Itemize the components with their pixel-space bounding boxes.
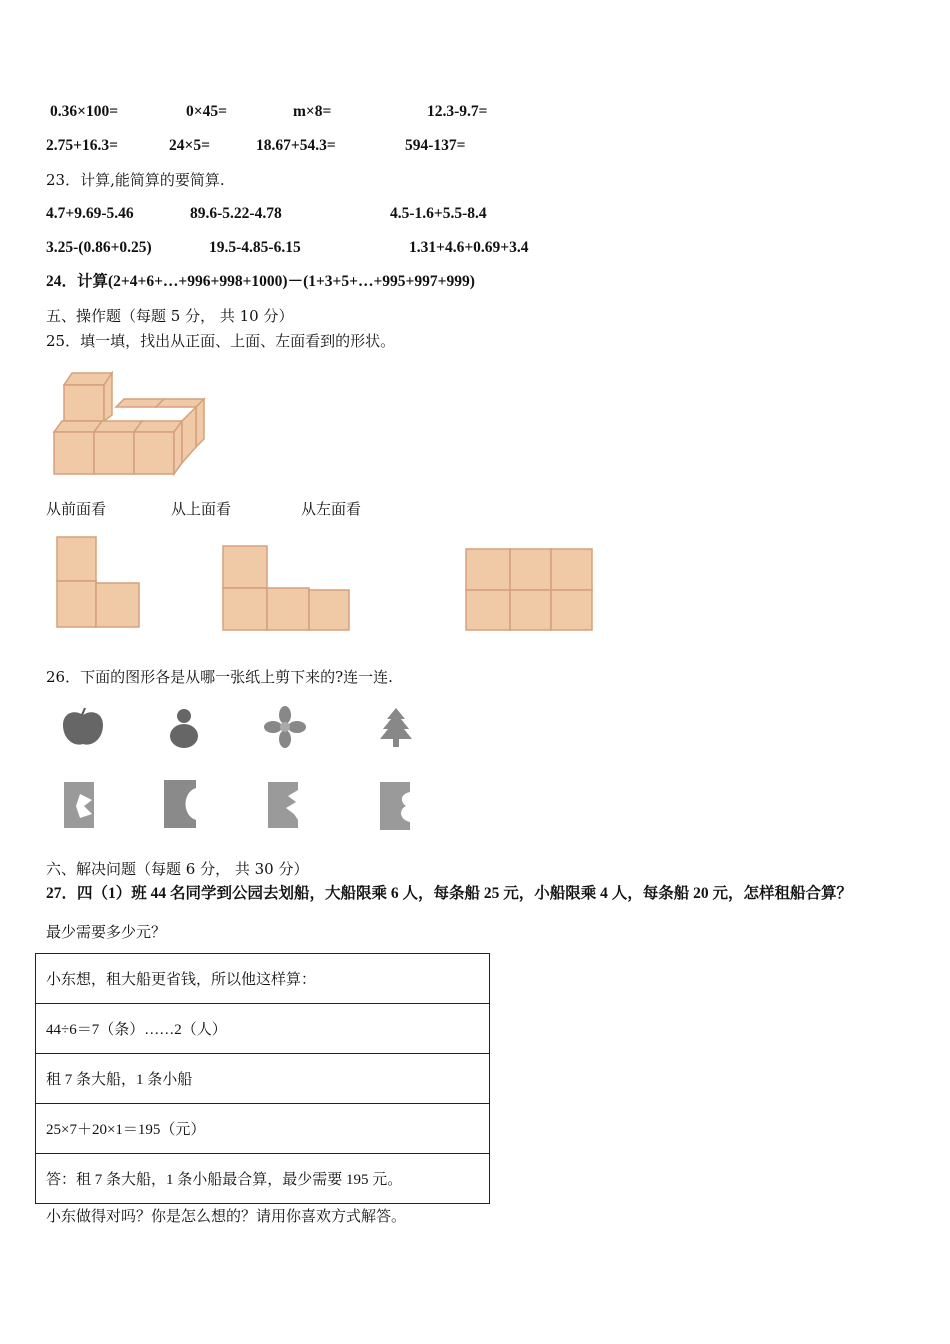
cube-stack-figure — [46, 365, 208, 480]
calc-item: 1.31+4.6+0.69+3.4 — [409, 239, 529, 256]
cube-front-face — [64, 385, 104, 421]
calc-item: 19.5-4.85-6.15 — [209, 239, 301, 256]
calc-item: 4.7+9.69-5.46 — [46, 205, 134, 222]
view-label-front: 从前面看 — [46, 500, 107, 518]
paper-sheet-icon — [266, 780, 300, 830]
question-27-text: 27．四（1）班 44 名同学到公园去划船，大船限乘 6 人，每条船 25 元，小船限乘 4 人，每条船 20 元，怎样租船合算？ — [46, 885, 853, 902]
view-label-left: 从左面看 — [301, 500, 362, 518]
table-row: 答：租 7 条大船，1 条小船最合算，最少需要 195 元。 — [36, 1154, 490, 1204]
calc-item: m×8= — [293, 103, 332, 120]
question-24: 24．计算(2+4+6+…+996+998+1000)－(1+3+5+…+995+997+999) — [46, 273, 475, 290]
apple-shape-icon — [60, 707, 106, 749]
solution-table — [35, 953, 490, 1204]
calc-item: 24×5= — [169, 137, 210, 154]
view-label-top: 从上面看 — [171, 500, 232, 518]
question-26-title: 26．下面的图形各是从哪一张纸上剪下来的?连一连. — [46, 668, 393, 686]
question-27-text-cont: 最少需要多少元？ — [46, 923, 167, 941]
calc-item: 12.3-9.7= — [427, 103, 488, 120]
paper-sheet-icon — [62, 780, 96, 830]
paper-sheet-icon — [162, 778, 198, 830]
calc-item: 2.75+16.3= — [46, 137, 118, 154]
table-row: 44÷6＝7（条）……2（人） — [36, 1004, 490, 1054]
gourd-shape-icon — [166, 706, 202, 750]
table-row: 小东想，租大船更省钱，所以他这样算： — [36, 954, 490, 1004]
paper-sheet-icon — [378, 780, 412, 832]
calc-item: 4.5-1.6+5.5-8.4 — [390, 205, 487, 222]
calc-item: 0.36×100= — [50, 103, 119, 120]
section-6-heading: 六、解决问题（每题 6 分， 共 30 分） — [46, 860, 309, 878]
question-25-title: 25．填一填，找出从正面、上面、左面看到的形状。 — [46, 332, 396, 350]
table-row: 租 7 条大船，1 条小船 — [36, 1054, 490, 1104]
table-row: 25×7＋20×1＝195（元） — [36, 1104, 490, 1154]
view-shape-b — [222, 545, 352, 633]
calc-item: 89.6-5.22-4.78 — [190, 205, 282, 222]
calc-item: 18.67+54.3= — [256, 137, 336, 154]
tree-shape-icon — [378, 707, 414, 749]
calc-item: 0×45= — [186, 103, 227, 120]
question-27-footer: 小东做得对吗？你是怎么想的？请用你喜欢方式解答。 — [46, 1207, 407, 1225]
flower-shape-icon — [264, 706, 306, 748]
view-shape-a — [56, 536, 142, 630]
section-5-heading: 五、操作题（每题 5 分， 共 10 分） — [46, 307, 294, 325]
question-23-title: 23．计算,能简算的要简算. — [46, 171, 225, 189]
view-shape-c — [465, 548, 595, 632]
calc-item: 594-137= — [405, 137, 466, 154]
calc-item: 3.25-(0.86+0.25) — [46, 239, 152, 256]
